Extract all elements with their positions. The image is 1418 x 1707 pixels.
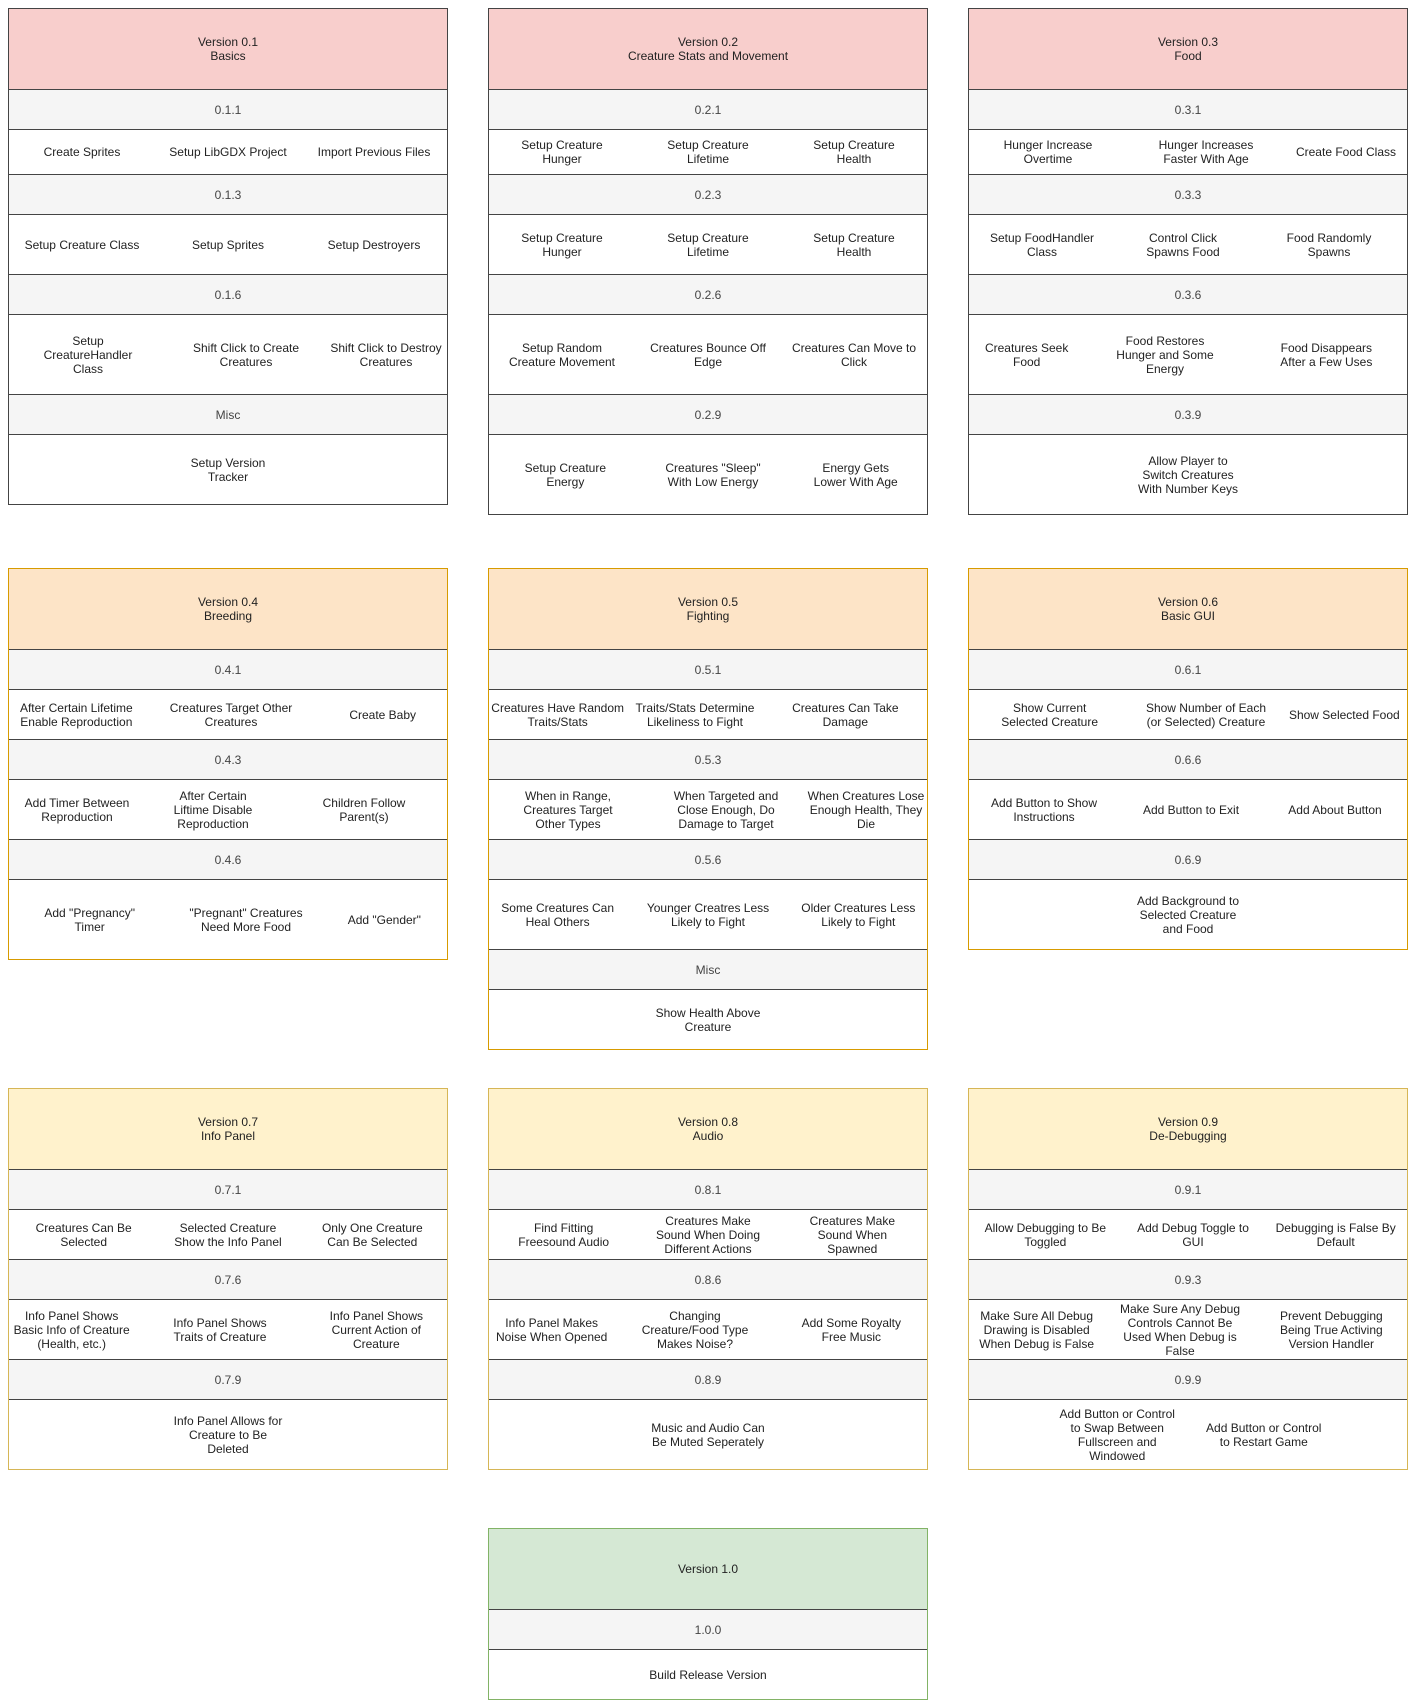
task-item: Selected Creature Show the Info Panel (174, 1220, 282, 1249)
task-row (9, 690, 447, 740)
version-0-4-box (8, 568, 448, 960)
task-row (969, 1300, 1407, 1360)
version-header (969, 1089, 1407, 1170)
task-item: Make Sure Any Debug Controls Cannot Be Used When Debug is False (1119, 1301, 1241, 1358)
task-row (489, 990, 927, 1049)
task-row (9, 435, 447, 504)
task-item: Creatures Have Random Traits/Stats (491, 700, 625, 729)
task-item: Music and Audio Can Be Muted Seperately (651, 1420, 765, 1449)
task-item: Setup Creature Hunger (521, 230, 603, 259)
task-row (969, 435, 1407, 514)
task-item: Allow Player to Switch Creatures With Number Keys (1137, 453, 1239, 496)
subversion-label: 0.1.6 (9, 275, 447, 315)
task-item: Add Button or Control to Swap Between Fullscreen and Windowed (1059, 1406, 1175, 1463)
task-item: Create Food Class (1295, 145, 1397, 159)
version-0-8-box (488, 1088, 928, 1470)
task-row (9, 780, 447, 840)
task-item: Food Randomly Spawns (1286, 230, 1372, 259)
task-row (9, 1400, 447, 1469)
version-header (9, 1089, 447, 1170)
subversion-label: 0.6.6 (969, 740, 1407, 780)
task-item: Add "Pregnancy" Timer (44, 905, 135, 934)
subversion-label: 0.9.1 (969, 1170, 1407, 1210)
subversion-label: 1.0.0 (489, 1610, 927, 1650)
subversion-label: 0.2.6 (489, 275, 927, 315)
version-title: Version 0.3 (1157, 35, 1219, 49)
task-row (489, 690, 927, 740)
task-item: Info Panel Makes Noise When Opened (495, 1315, 608, 1344)
version-subtitle: Audio (692, 1129, 724, 1143)
task-item: Setup Creature Energy (524, 460, 607, 489)
subversion-label: 0.2.3 (489, 175, 927, 215)
task-item: Prevent Debugging Being True Activing Version Handler (1279, 1308, 1383, 1351)
task-item: Creatures Seek Food (984, 340, 1069, 369)
task-row (489, 1400, 927, 1469)
task-item: Traits/Stats Determine Likeliness to Fight (635, 700, 755, 729)
subversion-label: 0.7.1 (9, 1170, 447, 1210)
subversion-label: 0.5.3 (489, 740, 927, 780)
task-row (969, 315, 1407, 395)
task-item: Creatures Can Be Selected (35, 1220, 132, 1249)
subversion-label: 0.4.6 (9, 840, 447, 880)
task-item: Setup CreatureHandler Class (43, 333, 133, 376)
subversion-label: 0.2.1 (489, 90, 927, 130)
subversion-label: 0.8.9 (489, 1360, 927, 1400)
subversion-label: 0.8.6 (489, 1260, 927, 1300)
task-item: Setup Creature Hunger (521, 138, 603, 166)
version-header (489, 569, 927, 650)
subversion-label: Misc (9, 395, 447, 435)
task-item: Creatures "Sleep" With Low Energy (665, 460, 761, 489)
task-item: Import Previous Files (317, 145, 431, 159)
task-item: Setup Version Tracker (190, 455, 266, 484)
version-0-7-box (8, 1088, 448, 1470)
version-title: Version 0.2 (677, 35, 739, 49)
task-item: After Certain Liftime Disable Reproduction (173, 788, 253, 831)
subversion-label: 0.7.9 (9, 1360, 447, 1400)
task-item: Control Click Spawns Food (1146, 230, 1220, 259)
task-item: Add Button or Control to Restart Game (1206, 1420, 1322, 1449)
task-item: Creatures Make Sound When Doing Different Actions (655, 1213, 761, 1256)
subversion-label: 0.6.9 (969, 840, 1407, 880)
task-item: Info Panel Allows for Creature to Be Deleted (173, 1413, 283, 1456)
version-subtitle: Food (1174, 49, 1202, 63)
subversion-label: 0.9.3 (969, 1260, 1407, 1300)
version-0-3-box (968, 8, 1408, 515)
version-subtitle: Basics (210, 49, 246, 63)
version-title: Version 0.9 (1157, 1115, 1219, 1129)
task-row (969, 1400, 1407, 1469)
subversion-label: 0.1.1 (9, 90, 447, 130)
task-row (9, 1210, 447, 1260)
subversion-label: 0.3.9 (969, 395, 1407, 435)
version-0-1-box (8, 8, 448, 505)
task-row (969, 1210, 1407, 1260)
task-item: Creatures Make Sound When Spawned (809, 1213, 895, 1256)
subversion-label: 0.9.9 (969, 1360, 1407, 1400)
task-item: Show Current Selected Creature (1001, 700, 1099, 729)
version-1-0-box (488, 1528, 928, 1700)
subversion-label: 0.5.1 (489, 650, 927, 690)
task-item: Creatures Bounce Off Edge (650, 340, 766, 369)
task-item: Food Restores Hunger and Some Energy (1116, 333, 1214, 376)
task-row (969, 880, 1407, 949)
task-item: Setup Random Creature Movement (508, 340, 616, 369)
task-row (9, 130, 447, 175)
task-item: Info Panel Shows Basic Info of Creature (Health, etc.) (13, 1308, 130, 1351)
version-0-6-box (968, 568, 1408, 950)
task-row (489, 215, 927, 275)
task-row (489, 880, 927, 950)
subversion-label: 0.3.6 (969, 275, 1407, 315)
task-item: Changing Creature/Food Type Makes Noise? (641, 1308, 749, 1351)
task-row (969, 215, 1407, 275)
task-item: Allow Debugging to Be Toggled (984, 1220, 1107, 1249)
task-item: Add "Gender" (347, 912, 421, 927)
task-row (489, 1650, 927, 1699)
version-header (489, 1089, 927, 1170)
task-row (9, 315, 447, 395)
subversion-label: 0.6.1 (969, 650, 1407, 690)
task-item: Hunger Increases Faster With Age (1158, 138, 1254, 166)
subversion-label: 0.3.3 (969, 175, 1407, 215)
task-row (489, 780, 927, 840)
task-item: Add About Button (1288, 802, 1382, 817)
version-0-5-box (488, 568, 928, 1050)
version-0-2-box (488, 8, 928, 515)
version-subtitle: Creature Stats and Movement (627, 49, 789, 63)
task-item: Setup Creature Health (813, 230, 895, 259)
subversion-label: 0.7.6 (9, 1260, 447, 1300)
task-item: Setup FoodHandler Class (989, 230, 1095, 259)
task-item: Shift Click to Destroy Creatures (330, 340, 442, 369)
version-title: Version 0.8 (677, 1115, 739, 1129)
task-item: Setup Creature Lifetime (667, 138, 749, 166)
subversion-label: 0.8.1 (489, 1170, 927, 1210)
subversion-label: 0.1.3 (9, 175, 447, 215)
task-item: Only One Creature Can Be Selected (321, 1220, 423, 1249)
task-item: Info Panel Shows Traits of Creature (173, 1315, 267, 1344)
task-item: Creatures Can Take Damage (792, 700, 899, 729)
task-item: Hunger Increase Overtime (1003, 138, 1093, 166)
task-item: When in Range, Creatures Target Other Types (523, 788, 613, 831)
version-title: Version 0.5 (677, 595, 739, 609)
version-header (9, 569, 447, 650)
task-item: Children Follow Parent(s) (322, 795, 406, 824)
task-row (9, 215, 447, 275)
task-item: Build Release Version (649, 1667, 767, 1682)
task-row (489, 130, 927, 175)
task-row (9, 1300, 447, 1360)
subversion-label: 0.4.1 (9, 650, 447, 690)
version-header (969, 569, 1407, 650)
version-subtitle: Basic GUI (1160, 609, 1215, 623)
task-item: Create Sprites (43, 145, 121, 159)
task-item: Add Button to Show Instructions (990, 795, 1098, 824)
task-row (969, 130, 1407, 175)
task-item: Add Background to Selected Creature and Food (1136, 893, 1240, 936)
task-item: Show Health Above Creature (655, 1005, 761, 1034)
task-row (9, 880, 447, 959)
task-item: Find Fitting Freesound Audio (518, 1220, 610, 1249)
version-title: Version 0.4 (197, 595, 259, 609)
subversion-label: 0.4.3 (9, 740, 447, 780)
version-title: Version 1.0 (677, 1562, 739, 1576)
version-subtitle: Info Panel (200, 1129, 256, 1143)
version-subtitle: De-Debugging (1149, 1129, 1227, 1143)
version-subtitle: Fighting (686, 609, 730, 623)
task-row (489, 1210, 927, 1260)
subversion-label: 0.5.6 (489, 840, 927, 880)
version-subtitle: Breeding (203, 609, 253, 623)
task-row (489, 315, 927, 395)
task-item: Setup Creature Class (24, 237, 140, 252)
task-item: Energy Gets Lower With Age (813, 460, 898, 489)
task-row (489, 1300, 927, 1360)
version-title: Version 0.6 (1157, 595, 1219, 609)
task-item: Creatures Can Move to Click (791, 340, 917, 369)
task-item: When Targeted and Close Enough, Do Damage to Target (673, 788, 779, 831)
task-row (969, 690, 1407, 740)
task-item: Setup Destroyers (327, 237, 421, 252)
subversion-label: 0.3.1 (969, 90, 1407, 130)
task-item: Add Button to Exit (1142, 802, 1240, 817)
version-header (9, 9, 447, 90)
task-item: Show Selected Food (1288, 707, 1400, 722)
task-item: Show Number of Each (or Selected) Creature (1145, 700, 1267, 729)
task-item: "Pregnant" Creatures Need More Food (189, 905, 303, 934)
version-title: Version 0.1 (197, 35, 259, 49)
task-item: Debugging is False By Default (1275, 1220, 1396, 1249)
version-header (489, 1529, 927, 1610)
task-item: When Creatures Lose Enough Health, They Die (807, 788, 925, 831)
task-row (969, 780, 1407, 840)
task-item: Add Debug Toggle to GUI (1137, 1220, 1249, 1249)
version-header (969, 9, 1407, 90)
task-item: Some Creatures Can Heal Others (501, 900, 615, 929)
task-item: Setup Creature Lifetime (667, 230, 749, 259)
task-item: Make Sure All Debug Drawing is Disabled When Debug is False (979, 1308, 1095, 1351)
version-header (489, 9, 927, 90)
version-title: Version 0.7 (197, 1115, 259, 1129)
task-item: Add Timer Between Reproduction (24, 795, 130, 824)
task-item: Setup Sprites (191, 237, 265, 252)
task-item: Create Baby (349, 707, 417, 722)
task-item: After Certain Lifetime Enable Reproduction (19, 700, 133, 729)
task-item: Setup Creature Health (813, 138, 895, 166)
task-item: Setup LibGDX Project (169, 145, 287, 159)
task-row (489, 435, 927, 514)
task-item: Younger Creatres Less Likely to Fight (646, 900, 770, 929)
task-item: Creatures Target Other Creatures (169, 700, 293, 729)
subversion-label: Misc (489, 950, 927, 990)
task-item: Shift Click to Create Creatures (192, 340, 300, 369)
task-item: Food Disappears After a Few Uses (1280, 340, 1373, 369)
task-item: Older Creatures Less Likely to Fight (801, 900, 916, 929)
version-0-9-box (968, 1088, 1408, 1470)
subversion-label: 0.2.9 (489, 395, 927, 435)
task-item: Info Panel Shows Current Action of Creature (329, 1308, 424, 1351)
task-item: Add Some Royalty Free Music (801, 1315, 902, 1344)
